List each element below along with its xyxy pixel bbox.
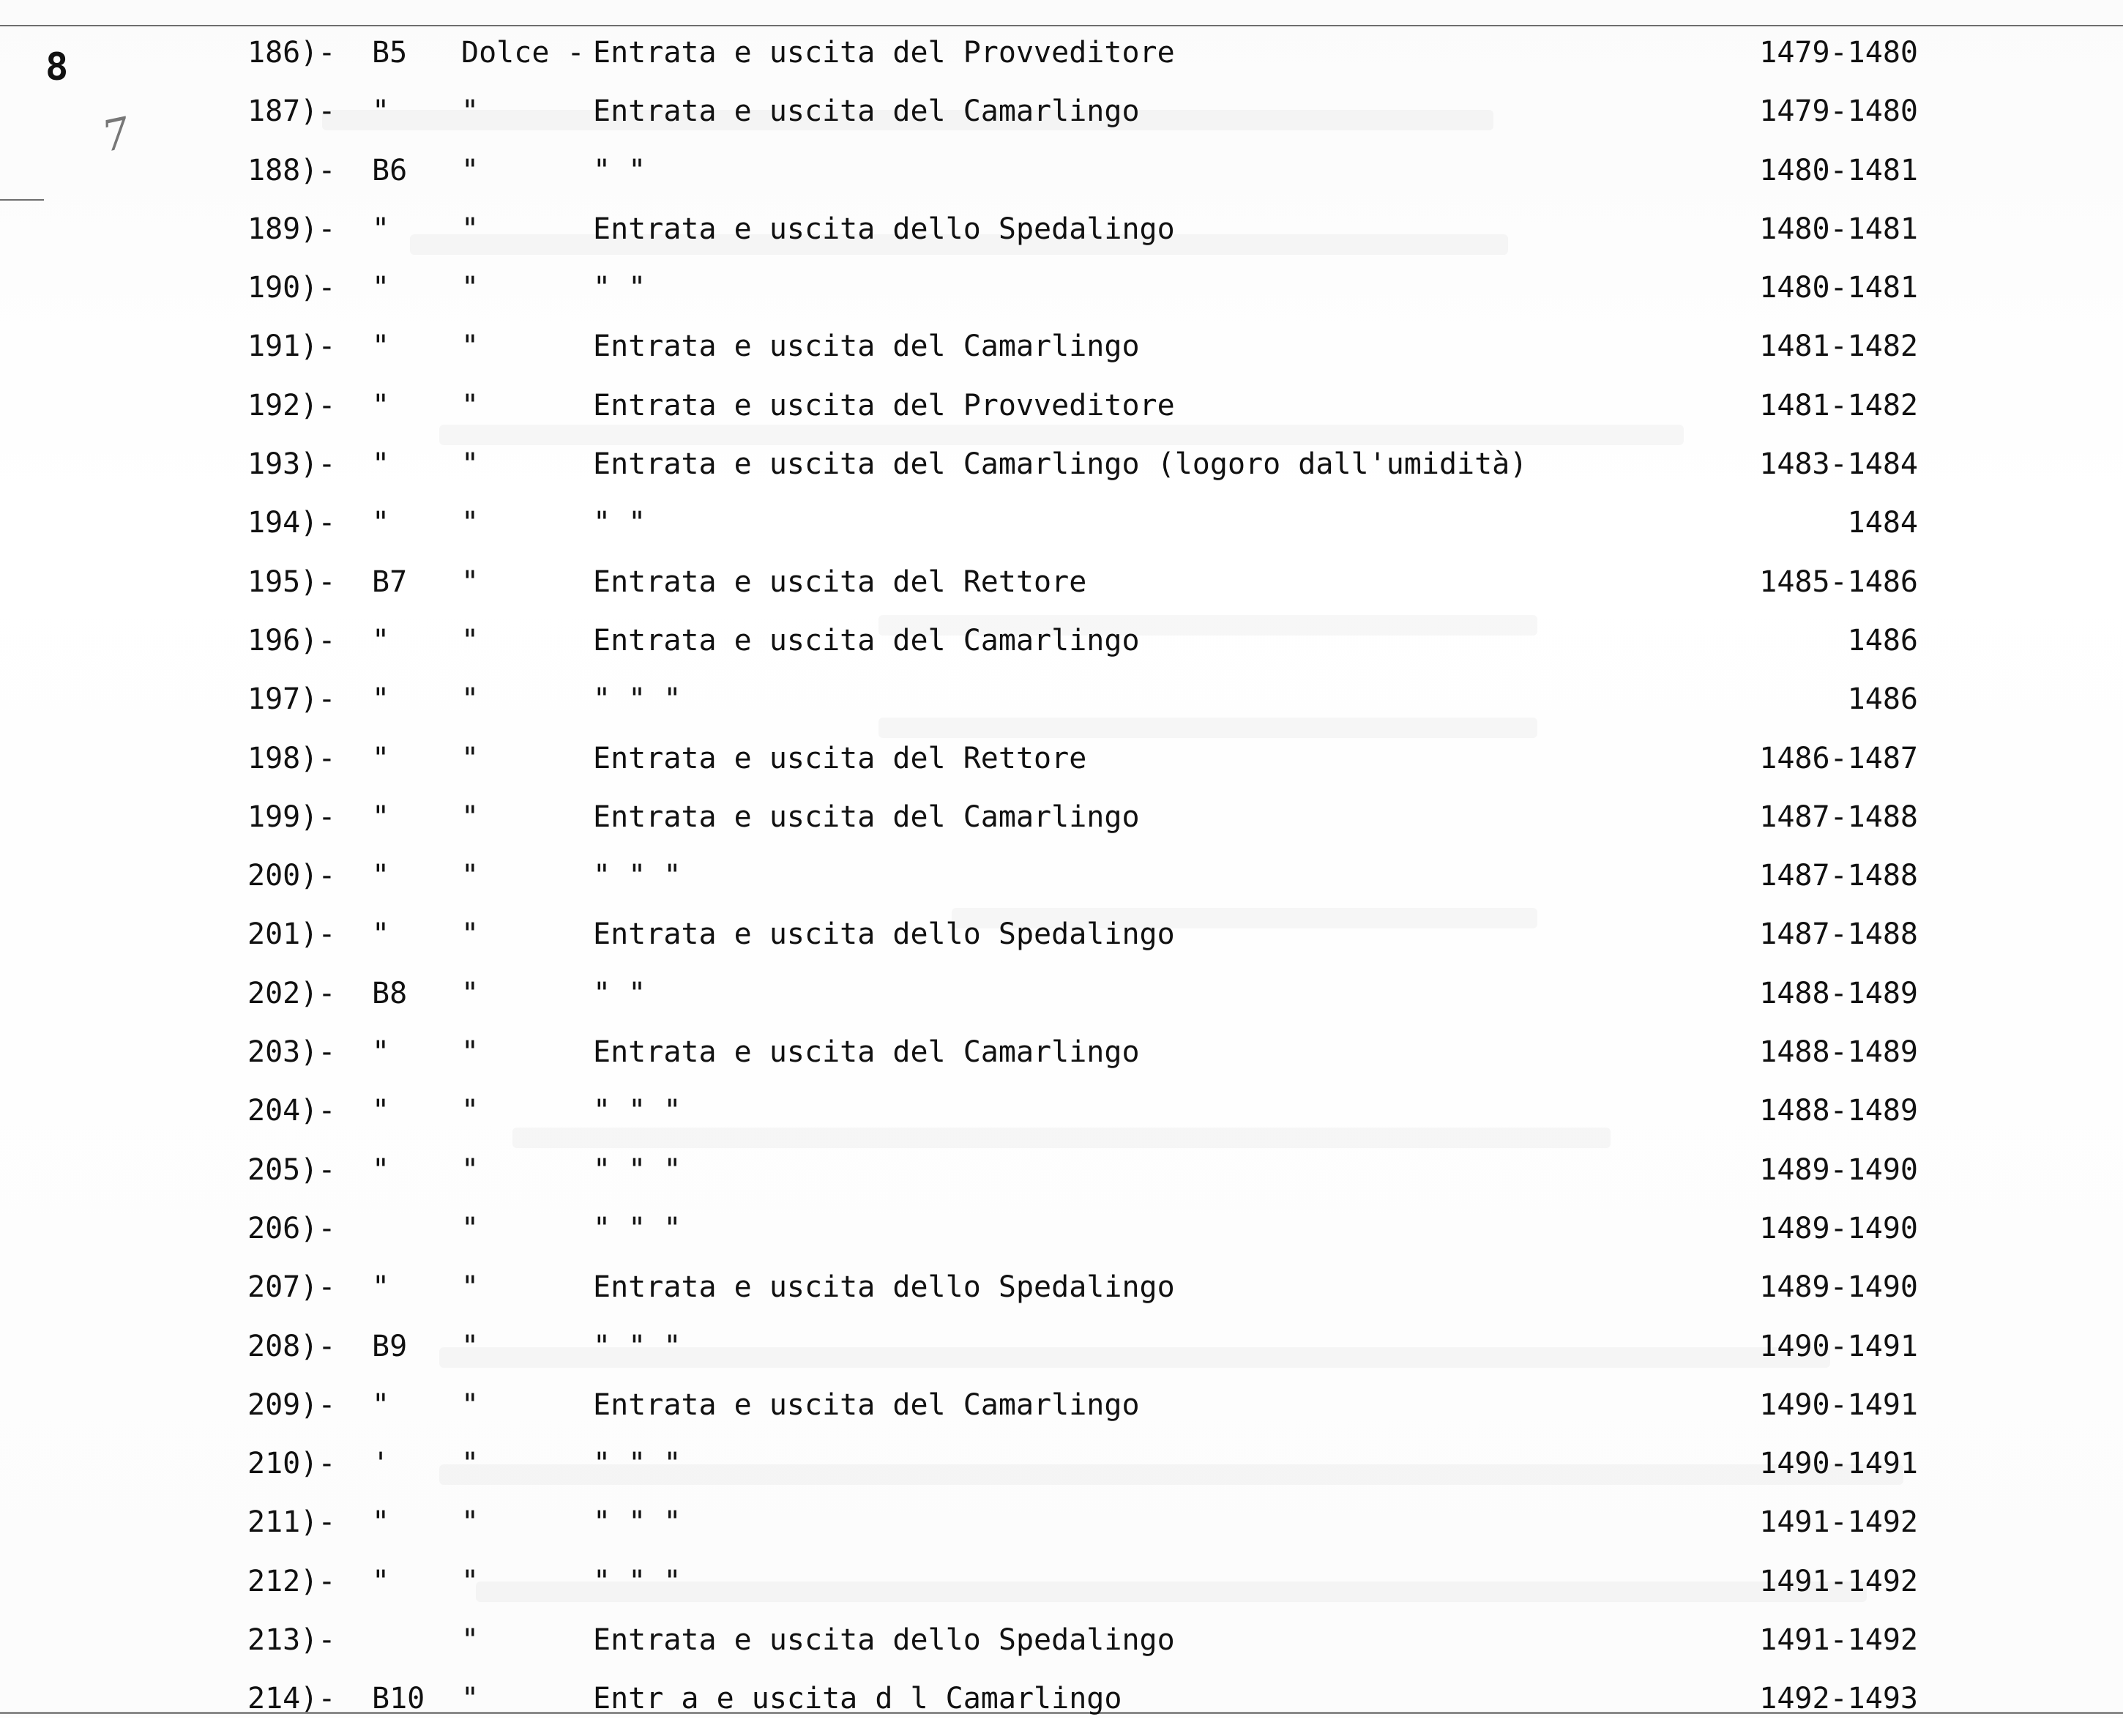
box-code: " xyxy=(372,1387,390,1422)
register-title: " " " xyxy=(593,1564,682,1598)
box-code: " xyxy=(372,741,390,775)
inventory-row xyxy=(0,89,2123,148)
box-code: " xyxy=(372,1152,390,1187)
fondo-name: " xyxy=(461,506,480,540)
entry-number: 189)- xyxy=(247,212,336,246)
box-code: " xyxy=(372,1564,390,1598)
archive-inventory-list xyxy=(0,31,2123,1736)
date-range: 1487-1488 xyxy=(1759,917,1918,952)
box-code: " xyxy=(372,682,390,717)
entry-number: 196)- xyxy=(247,623,336,657)
register-title: " " " xyxy=(593,1447,682,1481)
fondo-name: " xyxy=(461,623,480,657)
box-code: " xyxy=(372,329,390,364)
fondo-name: " xyxy=(461,1211,480,1245)
inventory-row xyxy=(0,501,2123,559)
register-title: " " " xyxy=(593,1505,682,1540)
entry-number: 203)- xyxy=(247,1035,336,1070)
inventory-row xyxy=(0,1560,2123,1618)
date-range: 1489-1490 xyxy=(1759,1152,1918,1187)
entry-number: 194)- xyxy=(247,506,336,540)
fondo-name: " xyxy=(461,976,480,1010)
inventory-row xyxy=(0,384,2123,442)
entry-number: 199)- xyxy=(247,800,336,834)
entry-number: 208)- xyxy=(247,1329,336,1363)
inventory-row xyxy=(0,1089,2123,1147)
inventory-row xyxy=(0,1030,2123,1089)
inventory-row xyxy=(0,619,2123,677)
register-title: " " " xyxy=(593,1152,682,1187)
date-range: 1480-1481 xyxy=(1759,153,1918,187)
date-range: 1491-1492 xyxy=(1759,1623,1918,1658)
fondo-name: " xyxy=(461,1329,480,1363)
date-range: 1490-1491 xyxy=(1759,1329,1918,1363)
fondo-name: " xyxy=(461,388,480,422)
date-range: 1489-1490 xyxy=(1759,1270,1918,1305)
box-code: B5 xyxy=(372,36,408,70)
box-code: " xyxy=(372,800,390,834)
box-code: " xyxy=(372,447,390,482)
register-title: " " " xyxy=(593,1211,682,1245)
inventory-row xyxy=(0,207,2123,266)
inventory-row xyxy=(0,1383,2123,1442)
inventory-row xyxy=(0,442,2123,501)
inventory-row xyxy=(0,854,2123,912)
register-title: Entrata e uscita dello Spedalingo xyxy=(593,917,1175,952)
entry-number: 204)- xyxy=(247,1094,336,1128)
fondo-name: Dolce - xyxy=(461,36,585,70)
date-range: 1492-1493 xyxy=(1759,1682,1918,1716)
date-range: 1483-1484 xyxy=(1759,447,1918,482)
inventory-row xyxy=(0,1265,2123,1324)
register-title: Entrata e uscita del Provveditore xyxy=(593,388,1175,422)
date-range: 1487-1488 xyxy=(1759,800,1918,834)
date-range: 1490-1491 xyxy=(1759,1447,1918,1481)
inventory-row xyxy=(0,1325,2123,1383)
register-title: Entr a e uscita d l Camarlingo xyxy=(593,1682,1122,1716)
register-title: Entrata e uscita dello Spedalingo xyxy=(593,1623,1175,1658)
box-code: " xyxy=(372,1035,390,1070)
fondo-name: " xyxy=(461,1623,480,1658)
entry-number: 192)- xyxy=(247,388,336,422)
box-code: B8 xyxy=(372,976,408,1010)
fondo-name: " xyxy=(461,1094,480,1128)
date-range: 1489-1490 xyxy=(1759,1211,1918,1245)
date-range: 1488-1489 xyxy=(1759,976,1918,1010)
register-title: " " xyxy=(593,153,646,187)
fondo-name: " xyxy=(461,741,480,775)
inventory-row xyxy=(0,1500,2123,1559)
entry-number: 212)- xyxy=(247,1564,336,1598)
box-code: B7 xyxy=(372,565,408,599)
register-title: Entrata e uscita del Camarlingo xyxy=(593,1035,1140,1070)
fondo-name: " xyxy=(461,329,480,364)
date-range: 1479-1480 xyxy=(1759,36,1918,70)
entry-number: 187)- xyxy=(247,94,336,129)
entry-number: 214)- xyxy=(247,1682,336,1716)
date-range: 1491-1492 xyxy=(1759,1505,1918,1540)
fondo-name: " xyxy=(461,1387,480,1422)
register-title: Entrata e uscita del Provveditore xyxy=(593,36,1175,70)
date-range: 1481-1482 xyxy=(1759,388,1918,422)
inventory-row xyxy=(0,1148,2123,1207)
register-title: Entrata e uscita del Camarlingo xyxy=(593,1387,1140,1422)
inventory-row xyxy=(0,972,2123,1030)
entry-number: 205)- xyxy=(247,1152,336,1187)
date-range: 1486-1487 xyxy=(1759,741,1918,775)
inventory-row xyxy=(0,1618,2123,1677)
entry-number: 200)- xyxy=(247,859,336,893)
entry-number: 197)- xyxy=(247,682,336,717)
register-title: Entrata e uscita del Camarlingo xyxy=(593,329,1140,364)
box-code: " xyxy=(372,1505,390,1540)
entry-number: 188)- xyxy=(247,153,336,187)
date-range: 1487-1488 xyxy=(1759,859,1918,893)
box-code: " xyxy=(372,388,390,422)
entry-number: 211)- xyxy=(247,1505,336,1540)
inventory-row xyxy=(0,795,2123,854)
page-number: 8 xyxy=(45,45,69,89)
inventory-row xyxy=(0,912,2123,971)
fondo-name: " xyxy=(461,565,480,599)
box-code: " xyxy=(372,859,390,893)
fondo-name: " xyxy=(461,153,480,187)
date-range: 1486 xyxy=(1847,623,1918,657)
register-title: " " xyxy=(593,976,646,1010)
entry-number: 210)- xyxy=(247,1447,336,1481)
entry-number: 191)- xyxy=(247,329,336,364)
register-title: Entrata e uscita del Camarlingo (logoro dall'umidità) xyxy=(593,447,1528,482)
entry-number: 186)- xyxy=(247,36,336,70)
fondo-name: " xyxy=(461,1564,480,1598)
box-code: " xyxy=(372,212,390,246)
entry-number: 201)- xyxy=(247,917,336,952)
box-code: B9 xyxy=(372,1329,408,1363)
fondo-name: " xyxy=(461,917,480,952)
register-title: Entrata e uscita del Camarlingo xyxy=(593,623,1140,657)
fondo-name: " xyxy=(461,271,480,305)
register-title: " " xyxy=(593,271,646,305)
register-title: " " xyxy=(593,506,646,540)
register-title: Entrata e uscita del Camarlingo xyxy=(593,800,1140,834)
box-code: " xyxy=(372,94,390,129)
inventory-row xyxy=(0,1207,2123,1265)
date-range: 1490-1491 xyxy=(1759,1387,1918,1422)
fondo-name: " xyxy=(461,1447,480,1481)
inventory-row xyxy=(0,677,2123,736)
handwritten-folio-mark: 7 xyxy=(97,107,135,163)
date-range: 1479-1480 xyxy=(1759,94,1918,129)
fondo-name: " xyxy=(461,1682,480,1716)
box-code: " xyxy=(372,1094,390,1128)
fondo-name: " xyxy=(461,94,480,129)
inventory-row xyxy=(0,31,2123,89)
register-title: " " " xyxy=(593,1329,682,1363)
fondo-name: " xyxy=(461,1270,480,1305)
inventory-row xyxy=(0,737,2123,795)
register-title: " " " xyxy=(593,859,682,893)
fondo-name: " xyxy=(461,1505,480,1540)
fondo-name: " xyxy=(461,800,480,834)
date-range: 1486 xyxy=(1847,682,1918,717)
entry-number: 190)- xyxy=(247,271,336,305)
entry-number: 213)- xyxy=(247,1623,336,1658)
date-range: 1480-1481 xyxy=(1759,212,1918,246)
box-code: " xyxy=(372,917,390,952)
box-code: " xyxy=(372,271,390,305)
fondo-name: " xyxy=(461,859,480,893)
inventory-row xyxy=(0,149,2123,207)
register-title: Entrata e uscita dello Spedalingo xyxy=(593,212,1175,246)
top-rule xyxy=(0,25,2123,26)
register-title: " " " xyxy=(593,682,682,717)
register-title: Entrata e uscita del Camarlingo xyxy=(593,94,1140,129)
date-range: 1480-1481 xyxy=(1759,271,1918,305)
box-code: B6 xyxy=(372,153,408,187)
date-range: 1485-1486 xyxy=(1759,565,1918,599)
fondo-name: " xyxy=(461,1035,480,1070)
date-range: 1481-1482 xyxy=(1759,329,1918,364)
date-range: 1484 xyxy=(1847,506,1918,540)
box-code: " xyxy=(372,506,390,540)
fondo-name: " xyxy=(461,447,480,482)
register-title: Entrata e uscita del Rettore xyxy=(593,565,1087,599)
inventory-row xyxy=(0,266,2123,324)
fondo-name: " xyxy=(461,212,480,246)
entry-number: 198)- xyxy=(247,741,336,775)
register-title: Entrata e uscita dello Spedalingo xyxy=(593,1270,1175,1305)
date-range: 1488-1489 xyxy=(1759,1035,1918,1070)
box-code: B10 xyxy=(372,1682,425,1716)
box-code: " xyxy=(372,623,390,657)
entry-number: 193)- xyxy=(247,447,336,482)
date-range: 1491-1492 xyxy=(1759,1564,1918,1598)
inventory-row xyxy=(0,560,2123,619)
date-range: 1488-1489 xyxy=(1759,1094,1918,1128)
box-code: " xyxy=(372,1270,390,1305)
register-title: Entrata e uscita del Rettore xyxy=(593,741,1087,775)
entry-number: 195)- xyxy=(247,565,336,599)
entry-number: 207)- xyxy=(247,1270,336,1305)
register-title: " " " xyxy=(593,1094,682,1128)
fondo-name: " xyxy=(461,1152,480,1187)
box-code: ' xyxy=(372,1447,390,1481)
entry-number: 209)- xyxy=(247,1387,336,1422)
inventory-row xyxy=(0,324,2123,383)
entry-number: 206)- xyxy=(247,1211,336,1245)
entry-number: 202)- xyxy=(247,976,336,1010)
inventory-row xyxy=(0,1677,2123,1735)
fondo-name: " xyxy=(461,682,480,717)
inventory-row xyxy=(0,1442,2123,1500)
